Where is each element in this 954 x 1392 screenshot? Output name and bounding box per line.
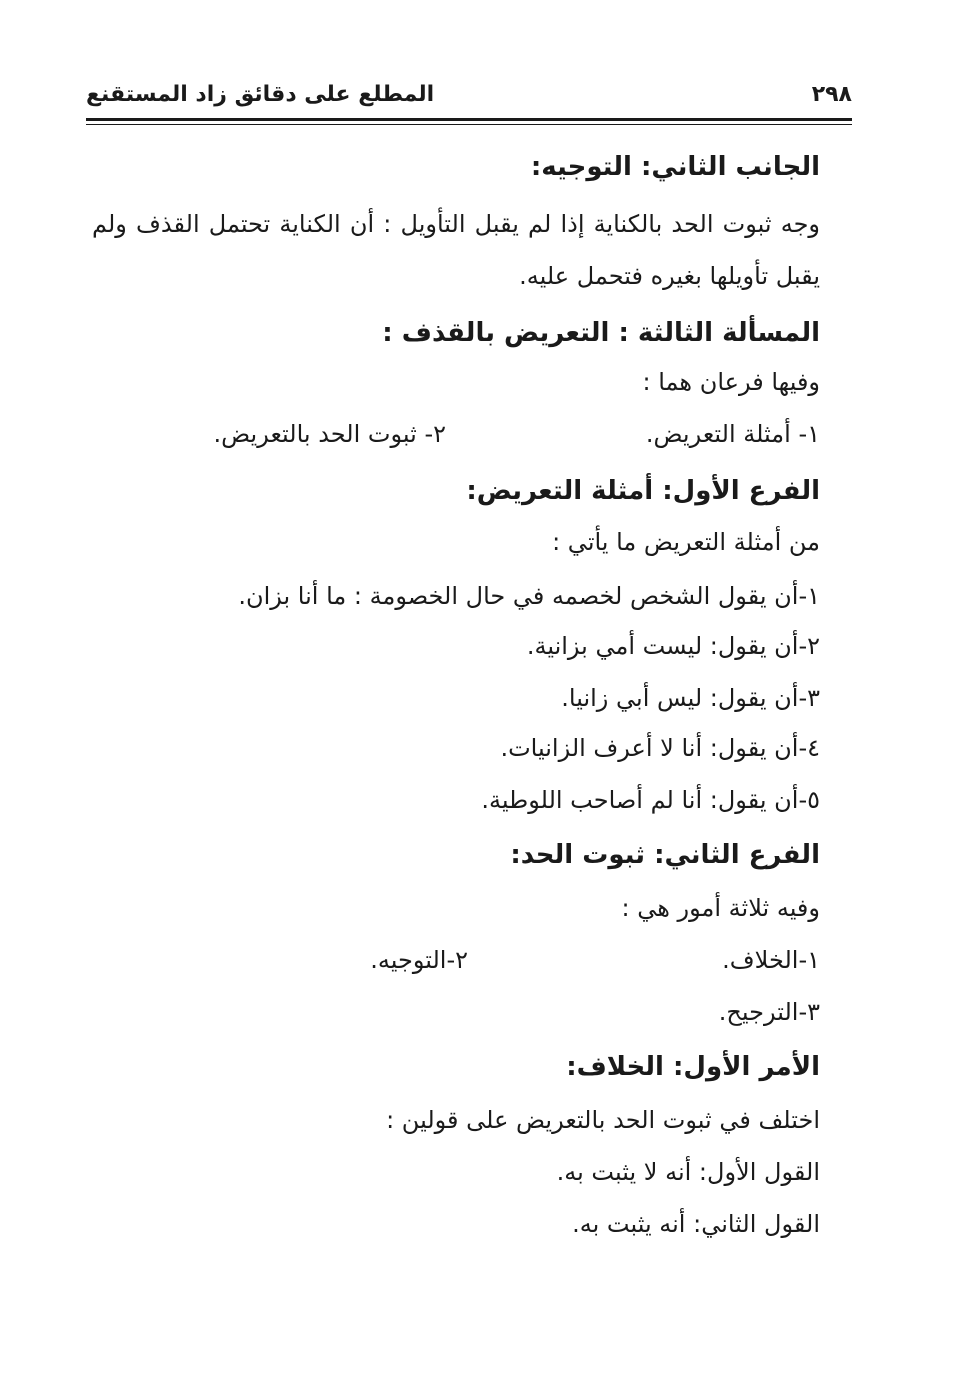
- section-heading-far2: الفرع الثاني: ثبوت الحد:: [510, 840, 820, 870]
- list-item: ١-أن يقول الشخص لخصمه في حال الخصومة : ما أنا بزان.: [238, 582, 820, 610]
- section-heading-far1: الفرع الأول: أمثلة التعريض:: [466, 476, 820, 506]
- header-rule-thin: [86, 124, 852, 125]
- list-item: ٥-أن يقول: أنا لم أصاحب اللوطية.: [481, 786, 820, 814]
- list-item: ١- أمثلة التعريض.: [645, 420, 820, 448]
- umur-intro: وفيه ثلاثة أمور هي :: [621, 894, 820, 922]
- list-item: ٣-أن يقول: ليس أبي زانيا.: [561, 684, 820, 712]
- running-header: [86, 82, 852, 116]
- list-item: ١-الخلاف.: [722, 946, 820, 974]
- examples-intro: من أمثلة التعريض ما يأتي :: [552, 528, 820, 556]
- far-intro: وفيها فرعان هما :: [642, 368, 820, 396]
- list-item: ٢-التوجيه.: [370, 946, 468, 974]
- section-heading-amr1: الأمر الأول: الخلاف:: [566, 1052, 820, 1082]
- qawl-second: القول الثاني: أنه يثبت به.: [572, 1210, 820, 1238]
- page-number: ٢٩٨: [811, 82, 852, 107]
- list-item: ٣-الترجيح.: [718, 998, 820, 1026]
- paragraph-line: يقبل تأويلها بغيره فتحمل عليه.: [519, 262, 820, 290]
- list-item: ٢-أن يقول: ليست أمي بزانية.: [526, 632, 820, 660]
- list-item: ٤-أن يقول: أنا لا أعرف الزانيات.: [500, 734, 820, 762]
- qawl-first: القول الأول: أنه لا يثبت به.: [556, 1158, 820, 1186]
- list-item: ٢- ثبوت الحد بالتعريض.: [213, 420, 446, 448]
- book-title: المطلع على دقائق زاد المستقنع: [86, 82, 435, 107]
- header-rule-thick: [86, 118, 852, 121]
- paragraph-line: وجه ثبوت الحد بالكناية إذا لم يقبل التأويل : أن الكناية تحتمل القذف ولم: [92, 210, 820, 238]
- section-heading-masala: المسألة الثالثة : التعريض بالقذف :: [382, 318, 820, 348]
- section-heading-tawjih: الجانب الثاني: التوجيه:: [530, 152, 820, 182]
- khilaf-intro: اختلف في ثبوت الحد بالتعريض على قولين :: [386, 1106, 820, 1134]
